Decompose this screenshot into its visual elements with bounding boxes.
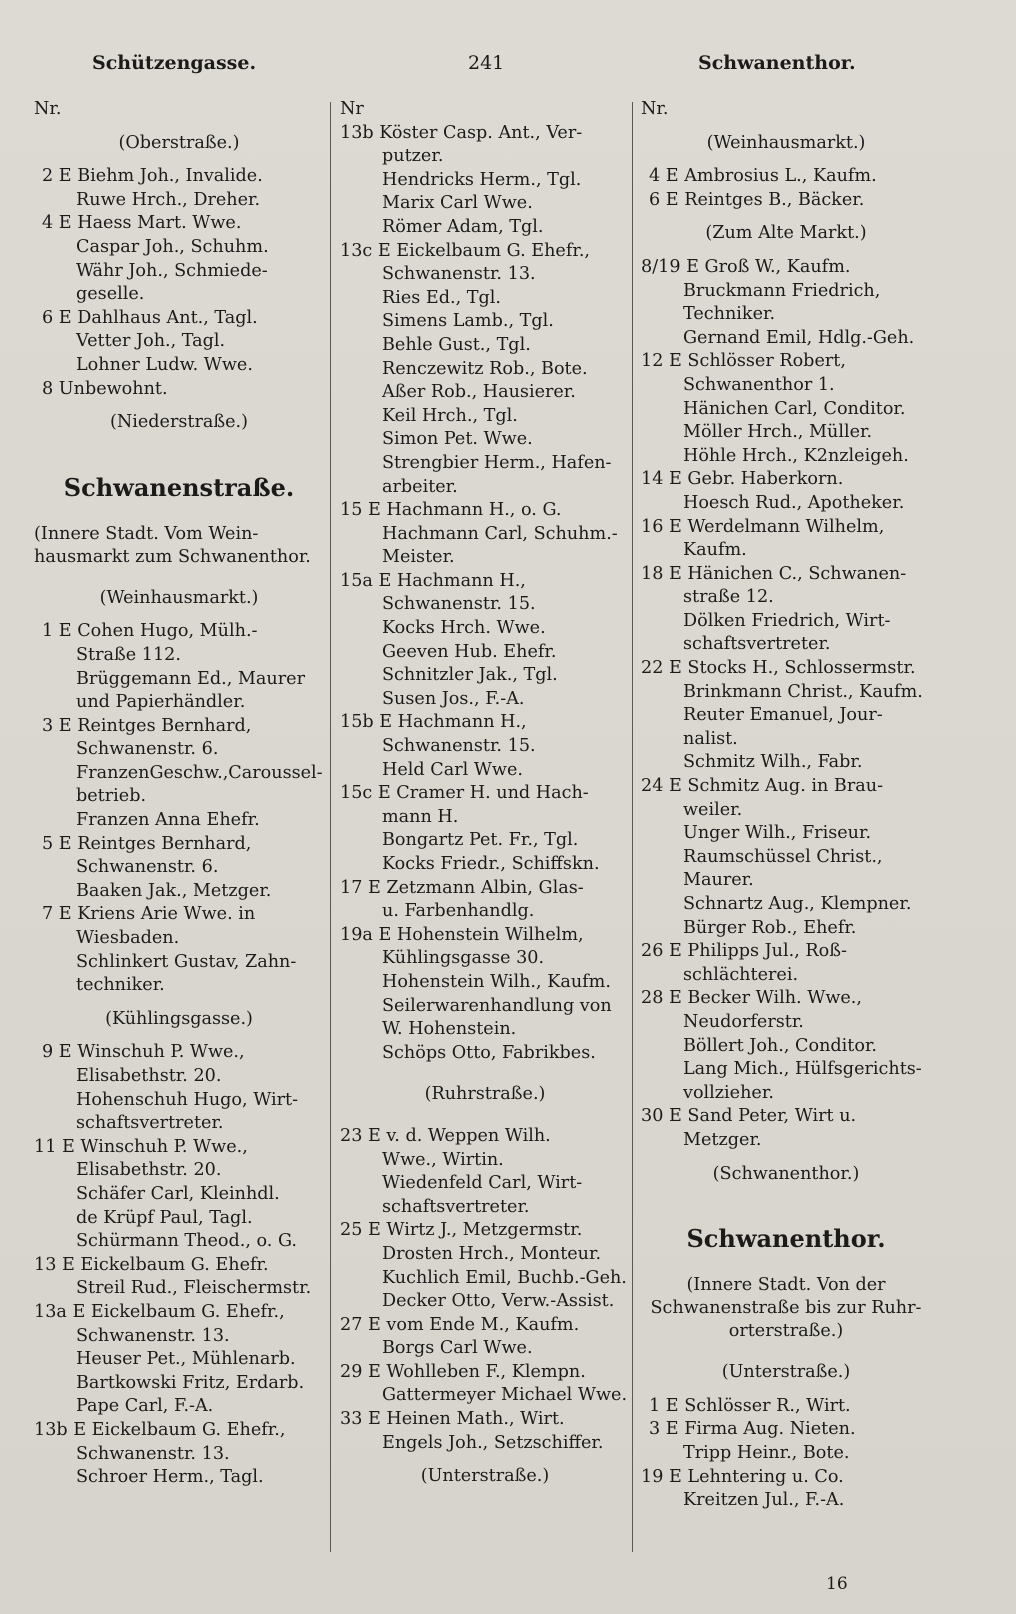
directory-line: 33 E Heinen Math., Wirt. xyxy=(340,1409,565,1430)
directory-line: 22 E Stocks H., Schlossermstr. xyxy=(641,658,916,679)
column-right xyxy=(641,98,931,1558)
directory-line: Hänichen Carl, Conditor. xyxy=(683,398,906,419)
directory-line: 24 E Schmitz Aug. in Brau- xyxy=(641,776,884,797)
directory-line: Streil Rud., Fleischermstr. xyxy=(76,1278,312,1299)
spacer xyxy=(34,401,324,411)
spacer xyxy=(641,155,931,165)
spacer xyxy=(641,1153,931,1163)
directory-line: 12 E Schlösser Robert, xyxy=(641,351,846,372)
directory-line: Schwanenstr. 13. xyxy=(76,1325,230,1346)
sheet-signature: 16 xyxy=(826,1574,848,1594)
directory-line: Hendricks Herm., Tgl. xyxy=(382,169,582,190)
directory-line: Bongartz Pet. Fr., Tgl. xyxy=(382,830,579,851)
directory-line: Wiedenfeld Carl, Wirt- xyxy=(382,1173,583,1194)
cross-street-label: (Niederstraße.) xyxy=(109,412,248,433)
directory-line: Drosten Hrch., Monteur. xyxy=(382,1243,602,1264)
directory-line: Tripp Heinr., Bote. xyxy=(683,1442,850,1463)
spacer xyxy=(641,1343,931,1361)
directory-line: Hohenschuh Hugo, Wirt- xyxy=(76,1089,299,1110)
directory-line: Ries Ed., Tgl. xyxy=(382,287,502,308)
directory-line: Brinkmann Christ., Kaufm. xyxy=(683,681,923,702)
street-heading: Schwanenstraße. xyxy=(63,472,295,502)
directory-line: Kreitzen Jul., F.-A. xyxy=(683,1490,845,1511)
directory-line: betrieb. xyxy=(76,786,147,807)
directory-line: Schäfer Carl, Kleinhdl. xyxy=(76,1183,280,1204)
cross-street-label: (Schwanenthor.) xyxy=(712,1163,860,1184)
cross-street-label: (Innere Stadt. Von der xyxy=(686,1275,886,1296)
spacer xyxy=(340,1065,630,1083)
directory-line: Renczewitz Rob., Bote. xyxy=(382,358,588,379)
directory-line: Schroer Herm., Tagl. xyxy=(76,1467,264,1488)
directory-line: 19a E Hohenstein Wilhelm, xyxy=(340,924,584,945)
directory-line: Unger Wilh., Friseur. xyxy=(683,823,872,844)
directory-line: 25 E Wirtz J., Metzgermstr. xyxy=(340,1220,583,1241)
directory-line: putzer. xyxy=(382,146,444,167)
directory-line: 15b E Hachmann H., xyxy=(340,712,527,733)
column-left xyxy=(34,98,324,1558)
directory-line: Schnitzler Jak., Tgl. xyxy=(382,665,558,686)
directory-line: Schmitz Wilh., Fabr. xyxy=(683,752,863,773)
directory-line: Kaufm. xyxy=(683,540,747,561)
directory-line: Elisabethstr. 20. xyxy=(76,1066,222,1086)
directory-line: Nr. xyxy=(34,99,62,119)
directory-line: 4 E Haess Mart. Wwe. xyxy=(42,213,242,234)
directory-line: Schwanenstr. 13. xyxy=(382,264,536,285)
directory-line: 14 E Gebr. Haberkorn. xyxy=(641,469,844,490)
directory-line: Schlinkert Gustav, Zahn- xyxy=(76,951,297,972)
directory-line: 1 E Cohen Hugo, Mülh.- xyxy=(42,621,258,642)
cross-street-label: (Oberstraße.) xyxy=(118,132,240,153)
directory-line: Simon Pet. Wwe. xyxy=(382,429,533,450)
directory-line: 18 E Hänichen C., Schwanen- xyxy=(641,563,907,584)
directory-line: Nr. xyxy=(641,99,669,119)
directory-line: Geeven Hub. Ehefr. xyxy=(382,641,557,662)
directory-line: Lohner Ludw. Wwe. xyxy=(76,354,253,375)
directory-line: arbeiter. xyxy=(382,476,458,497)
directory-line: de Krüpf Paul, Tagl. xyxy=(76,1207,253,1228)
directory-line: Schwanenstr. 6. xyxy=(76,739,219,760)
directory-line: Baaken Jak., Metzger. xyxy=(76,880,272,901)
spacer xyxy=(34,569,324,587)
cross-street-label: (Weinhausmarkt.) xyxy=(706,132,866,153)
directory-line: Susen Jos., F.-A. xyxy=(382,688,525,709)
directory-line: mann H. xyxy=(382,806,459,827)
spacer xyxy=(34,122,324,132)
directory-line: 9 E Winschuh P. Wwe., xyxy=(42,1042,245,1063)
directory-line: Decker Otto, Verw.-Assist. xyxy=(382,1291,615,1312)
directory-line: Schürmann Theod., o. G. xyxy=(76,1231,298,1252)
directory-line: 5 E Reintges Bernhard, xyxy=(42,833,252,854)
spacer xyxy=(340,1455,630,1465)
directory-line: 7 E Kriens Arie Wwe. in xyxy=(42,904,256,925)
directory-line: 30 E Sand Peter, Wirt u. xyxy=(641,1106,857,1127)
column-divider xyxy=(330,102,331,1552)
directory-line: Kocks Hrch. Wwe. xyxy=(382,618,546,639)
directory-line: 6 E Reintges B., Bäcker. xyxy=(649,189,865,210)
directory-line: Raumschüssel Christ., xyxy=(683,846,883,867)
directory-line: Schwanenthor 1. xyxy=(683,374,835,395)
directory-line: Höhle Hrch., K2nzleigeh. xyxy=(683,445,909,466)
directory-line: 11 E Winschuh P. Wwe., xyxy=(34,1136,248,1157)
cross-street-label: Schwanenstraße bis zur Ruhr- xyxy=(650,1298,922,1319)
page-number: 241 xyxy=(468,52,505,74)
directory-line: Hoesch Rud., Apotheker. xyxy=(683,492,905,513)
directory-line: Bartkowski Fritz, Erdarb. xyxy=(76,1372,305,1393)
directory-line: Techniker. xyxy=(683,304,776,325)
running-head-left: Schützengasse. xyxy=(92,52,257,74)
directory-line: 13b E Eickelbaum G. Ehefr., xyxy=(34,1419,286,1440)
directory-line: Hohenstein Wilh., Kaufm. xyxy=(382,971,611,992)
page-header xyxy=(0,52,1016,82)
directory-line: schaftsvertreter. xyxy=(76,1113,224,1134)
directory-line: Ruwe Hrch., Dreher. xyxy=(76,189,261,210)
directory-line: Schwanenstr. 15. xyxy=(382,736,536,757)
directory-line: vollzieher. xyxy=(683,1082,774,1103)
directory-line: 3 E Reintges Bernhard, xyxy=(42,715,252,736)
spacer xyxy=(641,122,931,132)
directory-line: 15 E Hachmann H., o. G. xyxy=(340,500,562,521)
directory-line: 27 E vom Ende M., Kaufm. xyxy=(340,1314,580,1335)
directory-line: Hachmann Carl, Schuhm.- xyxy=(382,523,618,544)
directory-line: und Papierhändler. xyxy=(76,692,246,713)
directory-line: Franzen Anna Ehefr. xyxy=(76,810,260,831)
spacer xyxy=(641,1385,931,1395)
directory-line: Wiesbaden. xyxy=(76,928,180,949)
directory-line: Gattermeyer Michael Wwe. xyxy=(382,1385,628,1406)
directory-line: Brüggemann Ed., Maurer xyxy=(76,668,305,689)
directory-line: 8 Unbewohnt. xyxy=(42,378,168,399)
directory-line: Bürger Rob., Ehefr. xyxy=(683,917,857,938)
directory-line: straße 12. xyxy=(683,587,774,608)
directory-line: Elisabethstr. 20. xyxy=(76,1160,222,1181)
directory-line: 23 E v. d. Weppen Wilh. xyxy=(340,1125,551,1146)
directory-line: schaftsvertreter. xyxy=(683,634,831,655)
directory-line: Währ Joh., Schmiede- xyxy=(76,260,268,281)
directory-line: Römer Adam, Tgl. xyxy=(382,216,544,237)
column-middle xyxy=(340,98,630,1558)
directory-line: Möller Hrch., Müller. xyxy=(683,422,873,443)
directory-line: Heuser Pet., Mühlenarb. xyxy=(76,1349,296,1370)
directory-line: 13c E Eickelbaum G. Ehefr., xyxy=(340,240,591,261)
directory-line: W. Hohenstein. xyxy=(382,1019,517,1040)
directory-line: 6 E Dahlhaus Ant., Tagl. xyxy=(42,307,258,328)
directory-line: (Innere Stadt. Vom Wein- xyxy=(34,523,259,544)
cross-street-label: (Unterstraße.) xyxy=(420,1466,550,1487)
directory-line: Kocks Friedr., Schiffskn. xyxy=(382,854,600,874)
directory-line: 13b Köster Casp. Ant., Ver- xyxy=(340,122,583,143)
directory-line: Straße 112. xyxy=(76,644,181,665)
directory-line: Neudorferstr. xyxy=(683,1011,804,1032)
directory-line: Held Carl Wwe. xyxy=(382,759,523,780)
directory-line: Schwanenstr. 15. xyxy=(382,594,536,615)
directory-line: 1 E Schlösser R., Wirt. xyxy=(649,1395,851,1416)
directory-line: 19 E Lehntering u. Co. xyxy=(641,1466,844,1487)
cross-street-label: orterstraße.) xyxy=(728,1321,844,1342)
directory-line: schlächterei. xyxy=(683,964,799,985)
directory-line: Böllert Joh., Conditor. xyxy=(683,1035,878,1056)
directory-line: 13 E Eickelbaum G. Ehefr. xyxy=(34,1254,269,1275)
directory-line: Schwanenstr. 6. xyxy=(76,857,219,878)
directory-line: 15a E Hachmann H., xyxy=(340,570,526,591)
cross-street-label: (Weinhausmarkt.) xyxy=(99,587,259,608)
spacer xyxy=(34,155,324,165)
running-head-right: Schwanenthor. xyxy=(698,52,856,74)
directory-line: Keil Hrch., Tgl. xyxy=(382,405,518,426)
directory-line: FranzenGeschw.,Caroussel- xyxy=(76,762,323,783)
directory-line: Pape Carl, F.-A. xyxy=(76,1396,214,1417)
directory-line: 16 E Werdelmann Wilhelm, xyxy=(641,516,885,537)
directory-line: nalist. xyxy=(683,728,738,749)
spacer xyxy=(340,1107,630,1125)
directory-line: Lang Mich., Hülfsgerichts- xyxy=(683,1059,922,1080)
spacer xyxy=(34,998,324,1008)
directory-line: Schöps Otto, Fabrikbes. xyxy=(382,1042,596,1063)
directory-line: Reuter Emanuel, Jour- xyxy=(683,705,883,726)
spacer xyxy=(34,610,324,620)
directory-line: 17 E Zetzmann Albin, Glas- xyxy=(340,877,584,898)
directory-line: Kühlingsgasse 30. xyxy=(382,948,545,969)
directory-line: Engels Joh., Setzschiffer. xyxy=(382,1432,604,1453)
directory-line: Nr xyxy=(340,99,364,119)
directory-line: Behle Gust., Tgl. xyxy=(382,334,531,355)
directory-line: Kuchlich Emil, Buchb.-Geh. xyxy=(382,1267,627,1288)
directory-line: Seilerwarenhandlung von xyxy=(382,995,612,1016)
directory-line: Strengbier Herm., Hafen- xyxy=(382,452,612,473)
directory-line: 3 E Firma Aug. Nieten. xyxy=(649,1419,856,1440)
directory-line: u. Farbenhandlg. xyxy=(382,901,535,922)
directory-line: Simens Lamb., Tgl. xyxy=(382,311,554,332)
directory-line: Wwe., Wirtin. xyxy=(382,1149,504,1170)
directory-line: Gernand Emil, Hdlg.-Geh. xyxy=(683,327,915,348)
directory-line: Meister. xyxy=(382,547,455,568)
directory-line: 28 E Becker Wilh. Wwe., xyxy=(641,988,862,1009)
directory-line: 13a E Eickelbaum G. Ehefr., xyxy=(34,1301,285,1322)
directory-line: hausmarkt zum Schwanenthor. xyxy=(34,546,311,567)
directory-line: 15c E Cramer H. und Hach- xyxy=(340,783,589,804)
directory-line: 26 E Philipps Jul., Roß- xyxy=(641,941,847,962)
spacer xyxy=(641,246,931,256)
directory-line: Marix Carl Wwe. xyxy=(382,193,533,214)
street-heading: Schwanenthor. xyxy=(686,1224,886,1254)
directory-line: Caspar Joh., Schuhm. xyxy=(76,236,269,257)
spacer xyxy=(34,435,324,453)
directory-line: weiler. xyxy=(683,799,743,820)
spacer xyxy=(641,212,931,222)
directory-line: Aßer Rob., Hausierer. xyxy=(382,382,576,403)
directory-line: 8/19 E Groß W., Kaufm. xyxy=(641,256,851,277)
spacer xyxy=(641,1186,931,1204)
directory-line: Bruckmann Friedrich, xyxy=(683,280,881,301)
directory-line: Dölken Friedrich, Wirt- xyxy=(683,610,891,631)
directory-line: Maurer. xyxy=(683,870,754,891)
directory-line: Schwanenstr. 13. xyxy=(76,1443,230,1464)
column-divider xyxy=(632,102,633,1552)
directory-line: techniker. xyxy=(76,975,165,996)
cross-street-label: (Ruhrstraße.) xyxy=(424,1084,546,1105)
directory-line: 4 E Ambrosius L., Kaufm. xyxy=(649,166,877,187)
directory-line: schaftsvertreter. xyxy=(382,1196,530,1217)
spacer xyxy=(34,1031,324,1041)
directory-line: Vetter Joh., Tagl. xyxy=(76,331,226,352)
directory-line: 2 E Biehm Joh., Invalide. xyxy=(42,166,263,187)
directory-line: Borgs Carl Wwe. xyxy=(382,1338,533,1359)
directory-line: geselle. xyxy=(76,284,145,305)
directory-line: Schnartz Aug., Klempner. xyxy=(683,894,912,914)
cross-street-label: (Unterstraße.) xyxy=(721,1362,851,1383)
directory-line: 29 E Wohlleben F., Klempn. xyxy=(340,1361,586,1382)
cross-street-label: (Zum Alte Markt.) xyxy=(705,223,867,244)
cross-street-label: (Kühlingsgasse.) xyxy=(105,1008,253,1029)
directory-line: Metzger. xyxy=(683,1129,762,1150)
